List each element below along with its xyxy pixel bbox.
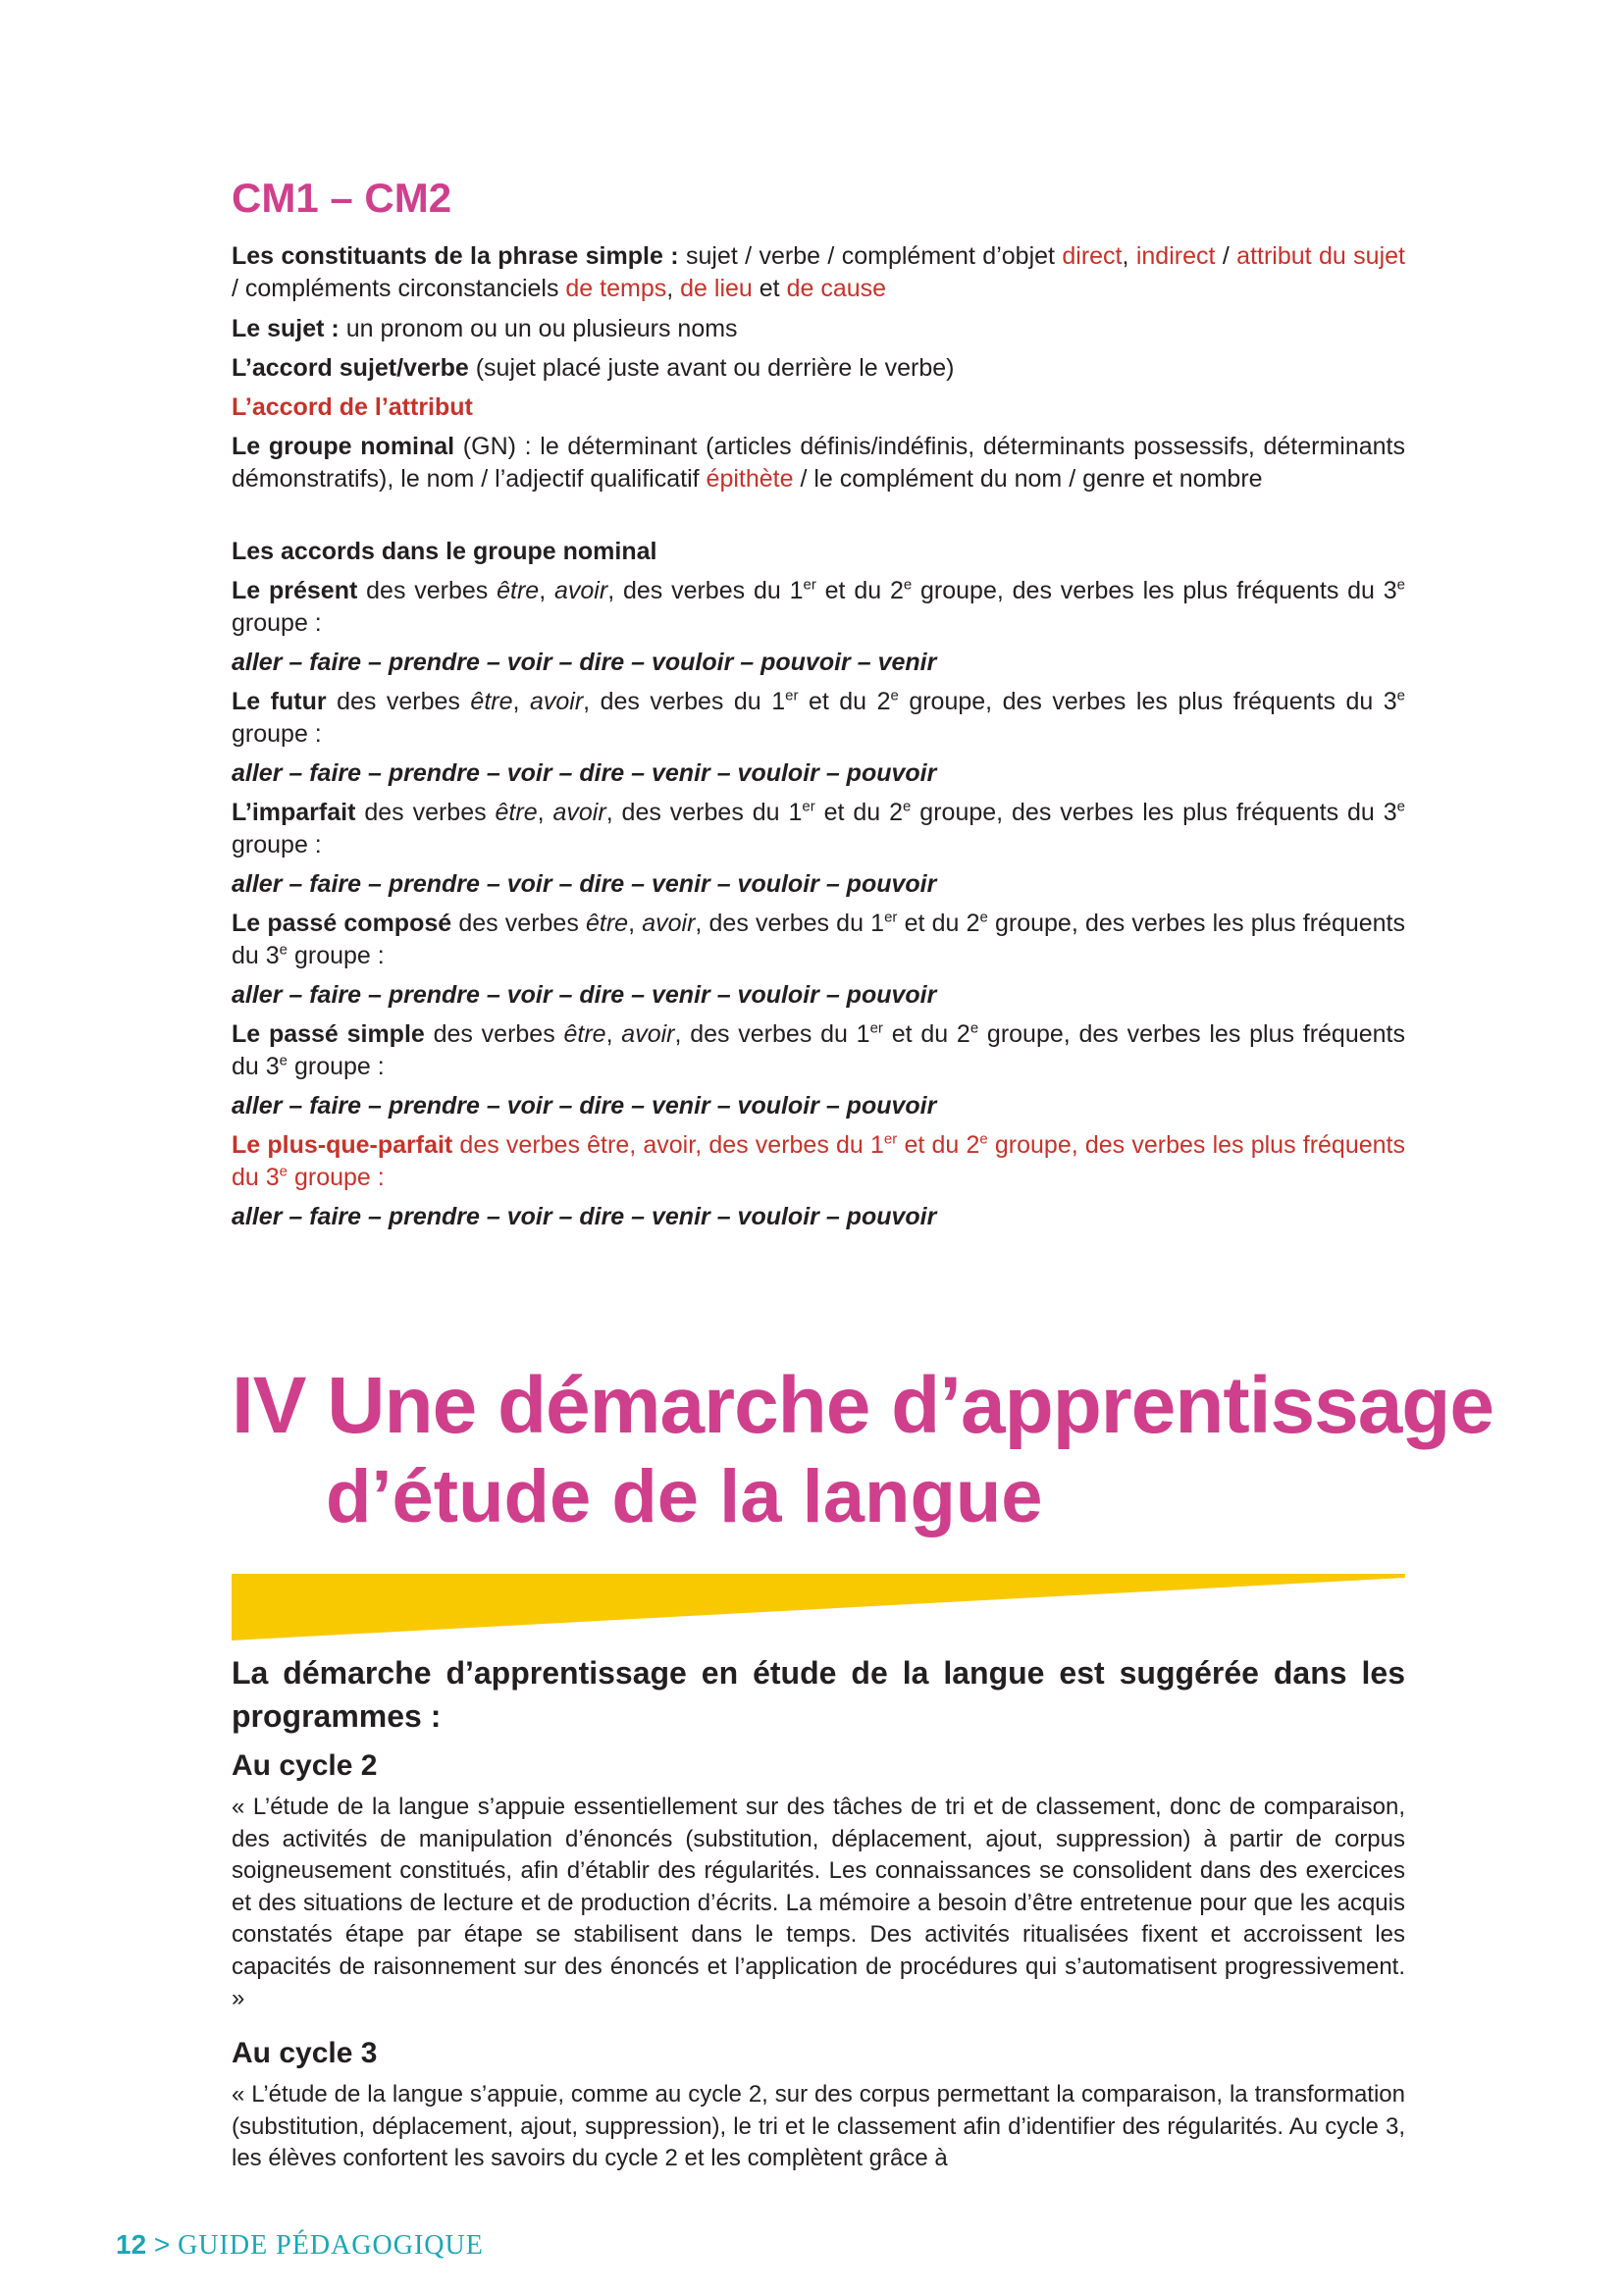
text: groupe : bbox=[232, 831, 322, 859]
label: L’accord sujet/verbe bbox=[232, 354, 469, 382]
superscript: e bbox=[279, 1052, 288, 1069]
cycle2-heading: Au cycle 2 bbox=[232, 1749, 378, 1782]
footer-label: GUIDE PÉDAGOGIQUE bbox=[178, 2230, 484, 2261]
item-accords-gn: Les accords dans le groupe nominal bbox=[232, 538, 657, 565]
text: des verbes bbox=[424, 1020, 564, 1048]
text: avoir bbox=[643, 1131, 696, 1159]
text: être bbox=[495, 799, 538, 826]
text: et du 2 bbox=[814, 799, 904, 826]
text: des verbes bbox=[355, 799, 496, 826]
cycle3-heading: Au cycle 3 bbox=[232, 2037, 378, 2069]
text: et du 2 bbox=[798, 688, 891, 715]
text: groupe, des verbes les plus fréquents du 3 bbox=[232, 910, 1406, 969]
text: être bbox=[470, 688, 513, 715]
text: , bbox=[629, 1131, 644, 1159]
text: et du 2 bbox=[882, 1020, 970, 1048]
superscript: er bbox=[884, 909, 898, 926]
text: groupe, des verbes les plus fréquents du 3 bbox=[898, 688, 1397, 715]
text: groupe : bbox=[232, 720, 322, 748]
highlight: de cause bbox=[786, 275, 887, 302]
superscript: er bbox=[785, 687, 799, 704]
item-accord-sujet bbox=[232, 352, 1405, 385]
verbs-list: aller – faire – prendre – voir – dire – venir – vouloir – pouvoir bbox=[232, 870, 937, 898]
item-passe-simple bbox=[232, 1018, 1405, 1083]
superscript: er bbox=[802, 798, 815, 815]
text: , bbox=[605, 1020, 622, 1048]
section-title bbox=[232, 1359, 1493, 1541]
text: , bbox=[1122, 242, 1136, 270]
cycle3-quote: « L’étude de la langue s’appuie, comme au cycle 2, sur des corpus permettant la comparaison, la transformation (substitution, déplacement, ajout, suppression), le tri et le classement afin d’identifier des régularités. Au cycle 3, les élèves confortent les savoirs du cycle 2 et les complètent grâce à bbox=[232, 2081, 1405, 2171]
text: des verbes bbox=[452, 1131, 588, 1159]
superscript: e bbox=[969, 1019, 979, 1037]
text: groupe, des verbes les plus fréquents du 3 bbox=[232, 1131, 1405, 1191]
label: Le groupe nominal bbox=[232, 433, 455, 460]
text: (sujet placé juste avant ou derrière le verbe) bbox=[468, 354, 955, 382]
highlight: de lieu bbox=[680, 275, 753, 302]
verbs-list: aller – faire – prendre – voir – dire – venir – vouloir – pouvoir bbox=[232, 1203, 937, 1230]
text: , des verbes du 1 bbox=[605, 799, 803, 826]
label: Le passé simple bbox=[232, 1020, 425, 1048]
verbs-list: aller – faire – prendre – voir – dire – vouloir – pouvoir – venir bbox=[232, 649, 937, 676]
label: Le sujet : bbox=[232, 315, 340, 342]
verbs-list: aller – faire – prendre – voir – dire – venir – vouloir – pouvoir bbox=[232, 1092, 937, 1119]
superscript: e bbox=[279, 1163, 288, 1180]
text: et du 2 bbox=[897, 910, 980, 937]
text: groupe : bbox=[232, 609, 322, 637]
text: être bbox=[563, 1020, 606, 1048]
yellow-band-decoration bbox=[232, 1574, 1405, 1640]
text: des verbes bbox=[451, 910, 586, 937]
label: Le futur bbox=[232, 688, 327, 715]
text: , des verbes du 1 bbox=[695, 910, 885, 937]
text: et du 2 bbox=[897, 1131, 980, 1159]
item-plus-que-parfait bbox=[232, 1129, 1405, 1194]
item-constituants bbox=[232, 240, 1405, 305]
text: groupe, des verbes les plus fréquents du 3 bbox=[911, 799, 1397, 826]
text: des verbes bbox=[326, 688, 471, 715]
verbs-list: aller – faire – prendre – voir – dire – venir – vouloir – pouvoir bbox=[232, 759, 937, 787]
label: Les constituants de la phrase simple : bbox=[232, 242, 679, 270]
superscript: e bbox=[903, 798, 912, 815]
text: , bbox=[666, 275, 681, 302]
text: groupe, des verbes les plus fréquents du 3 bbox=[912, 577, 1397, 604]
text: être bbox=[587, 1131, 630, 1159]
verbs-list: aller – faire – prendre – voir – dire – venir – vouloir – pouvoir bbox=[232, 981, 937, 1009]
page-number: 12 bbox=[116, 2229, 147, 2260]
superscript: er bbox=[883, 1130, 898, 1148]
superscript: e bbox=[279, 941, 288, 959]
text: , des verbes du 1 bbox=[674, 1020, 870, 1048]
superscript: e bbox=[903, 576, 913, 594]
text: avoir bbox=[552, 799, 606, 826]
text: groupe : bbox=[288, 942, 385, 969]
cycle2-quote: « L’étude de la langue s’appuie essentiellement sur des tâches de tri et de classement, donc de comparaison, des activités de manipulation d’énoncés (substitution, déplacement, ajout, suppression) à partir de corpus soigneusement constitués, afin d’établir des régularités. Les connaissances se consolident dans des exercices et des situations de lecture et de production d’écrits. La mémoire a besoin d’être entretenue pour que les acquis constatés étape par étape se stabilisent dans le temps. Des activités ritualisées fixent et accroissent les capacités de raisonnement sur des énoncés et l’application de procédures qui s’automatisent progressivement. » bbox=[232, 1794, 1405, 2011]
text: (GN) : le déterminant (articles définis/indéfinis, déterminants possessifs, déterminants démonstratifs), le nom / l’adjectif qualificatif bbox=[232, 433, 1405, 493]
item-sujet bbox=[232, 313, 1405, 345]
highlight: indirect bbox=[1135, 242, 1216, 270]
superscript: e bbox=[890, 687, 899, 704]
superscript: er bbox=[803, 576, 816, 594]
text: et du 2 bbox=[815, 577, 904, 604]
intro-text: La démarche d’apprentissage en étude de la langue est suggérée dans les programmes : bbox=[232, 1655, 1405, 1734]
text: , bbox=[628, 910, 643, 937]
text: , des verbes du 1 bbox=[695, 1131, 884, 1159]
highlight: attribut du sujet bbox=[1236, 242, 1405, 270]
text: / bbox=[1215, 242, 1237, 270]
superscript: e bbox=[1396, 798, 1405, 815]
superscript: e bbox=[979, 909, 988, 926]
item-groupe-nominal bbox=[232, 431, 1405, 495]
label: Le passé composé bbox=[232, 910, 452, 937]
section-title-line1: IV Une démarche d’apprentissage bbox=[232, 1361, 1494, 1450]
item-passe-compose bbox=[232, 908, 1405, 972]
item-futur bbox=[232, 686, 1405, 751]
highlight: direct bbox=[1062, 242, 1123, 270]
label: Le plus-que-parfait bbox=[232, 1131, 453, 1159]
text: , des verbes du 1 bbox=[607, 577, 804, 604]
text: et bbox=[752, 275, 787, 302]
superscript: e bbox=[979, 1130, 988, 1148]
superscript: er bbox=[869, 1019, 883, 1037]
footer-separator: > bbox=[146, 2229, 179, 2260]
text: , des verbes du 1 bbox=[583, 688, 786, 715]
item-accord-attribut: L’accord de l’attribut bbox=[232, 393, 473, 421]
text: sujet / verbe / complément d’objet bbox=[678, 242, 1063, 270]
text: , bbox=[537, 799, 553, 826]
text: / le complément du nom / genre et nombre bbox=[793, 465, 1263, 493]
label: Le présent bbox=[232, 577, 358, 604]
superscript: e bbox=[1396, 576, 1406, 594]
text: groupe : bbox=[288, 1164, 385, 1191]
text: groupe : bbox=[288, 1053, 385, 1080]
text: , bbox=[512, 688, 530, 715]
text: être bbox=[497, 577, 540, 604]
text: un pronom ou un ou plusieurs noms bbox=[339, 315, 738, 342]
text: / compléments circonstanciels bbox=[232, 275, 566, 302]
page-footer bbox=[116, 2229, 484, 2262]
item-imparfait bbox=[232, 797, 1405, 861]
text: avoir bbox=[642, 910, 696, 937]
text: avoir bbox=[621, 1020, 675, 1048]
highlight: de temps bbox=[565, 275, 667, 302]
section-title-line2: d’étude de la langue bbox=[326, 1455, 1043, 1538]
text: des verbes bbox=[357, 577, 498, 604]
text: groupe, des verbes les plus fréquents du 3 bbox=[232, 1020, 1405, 1080]
text: avoir bbox=[554, 577, 608, 604]
highlight: épithète bbox=[706, 465, 794, 493]
item-present bbox=[232, 575, 1405, 640]
superscript: e bbox=[1396, 687, 1405, 704]
label: L’imparfait bbox=[232, 799, 356, 826]
text: être bbox=[586, 910, 629, 937]
text: avoir bbox=[529, 688, 584, 715]
text: , bbox=[539, 577, 554, 604]
cm-title: CM1 – CM2 bbox=[232, 175, 452, 221]
